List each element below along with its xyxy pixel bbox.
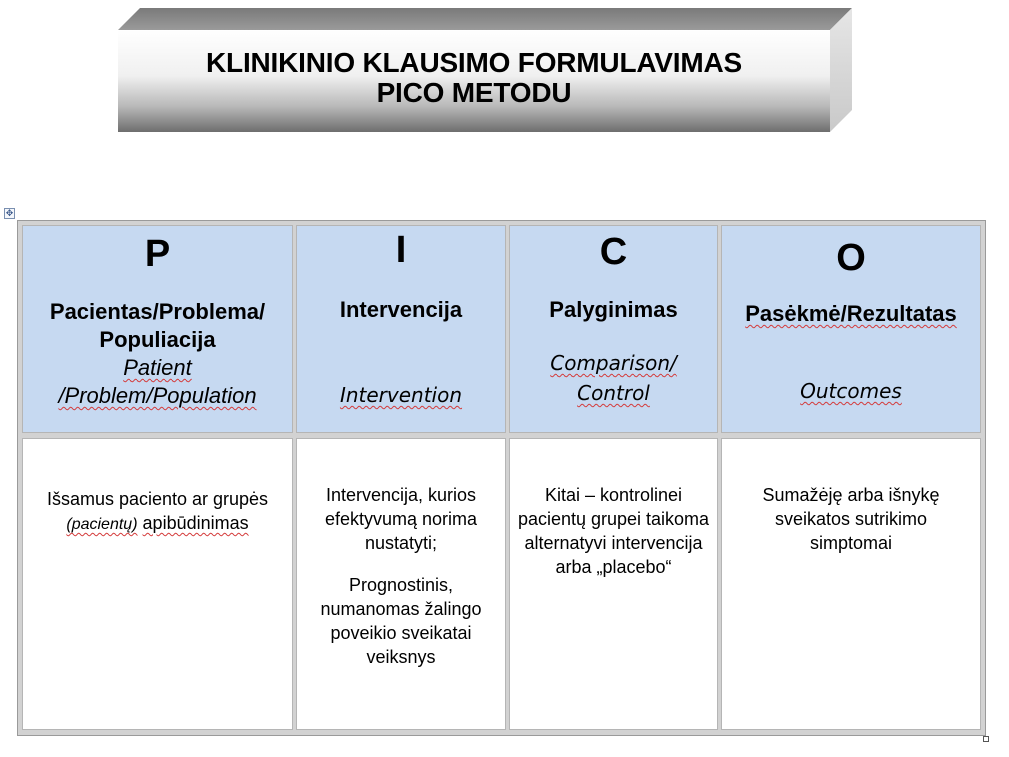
body-cell-p — [22, 438, 293, 730]
column-name-line-1: Intervencija — [339, 297, 463, 322]
column-letter: I — [395, 229, 407, 271]
column-english-line-1: Comparison/ — [550, 351, 677, 375]
column-english-line-1: Intervention — [339, 383, 463, 407]
column-english-line-2: /Problem/Population — [58, 383, 257, 408]
column-description-2: Prognostinis, numanomas žalingo poveikio sveikatai veiksnys — [320, 575, 482, 667]
column-english-line-1: Patient — [123, 355, 192, 380]
column-name-line-1: Pacientas/Problema/ — [49, 299, 266, 324]
pico-table — [17, 220, 986, 736]
resize-handle[interactable] — [983, 736, 989, 742]
page-title — [118, 48, 830, 108]
body-cell-o — [721, 438, 981, 730]
title-line-1: KLINIKINIO KLAUSIMO FORMULAVIMAS — [206, 47, 742, 78]
column-description-1: Intervencija, kurios efektyvumą norima nustatyti; — [324, 485, 478, 553]
description-text-2: apibūdinimas — [142, 513, 249, 533]
header-cell-o — [721, 225, 981, 433]
column-letter: C — [599, 231, 628, 273]
header-cell-i — [296, 225, 506, 433]
column-name-line-1: Pasėkmė/Rezultatas — [745, 301, 957, 326]
column-description-1: Sumažėję arba išnykę sveikatos sutrikimo simptomai — [762, 485, 940, 553]
header-cell-c — [509, 225, 718, 433]
body-cell-c — [509, 438, 718, 730]
column-letter: P — [144, 233, 171, 275]
column-name-line-1: Palyginimas — [549, 297, 678, 322]
title-banner — [118, 8, 852, 132]
body-cell-i — [296, 438, 506, 730]
column-description-1: Kitai – kontrolinei pacientų grupei taikoma alternatyvi intervencija arba „placebo“ — [517, 485, 710, 577]
header-cell-p — [22, 225, 293, 433]
column-description — [29, 487, 286, 537]
column-letter: O — [836, 237, 866, 279]
description-italic: (pacientų) — [66, 516, 138, 533]
column-english-line-2: Control — [577, 381, 650, 405]
column-name-line-2: Populiacija — [99, 327, 216, 352]
title-line-2: PICO METODU — [376, 77, 572, 108]
column-english-line-1: Outcomes — [800, 379, 902, 403]
move-icon[interactable]: ✥ — [5, 208, 14, 218]
description-text-1: Išsamus paciento ar grupės — [46, 489, 269, 509]
